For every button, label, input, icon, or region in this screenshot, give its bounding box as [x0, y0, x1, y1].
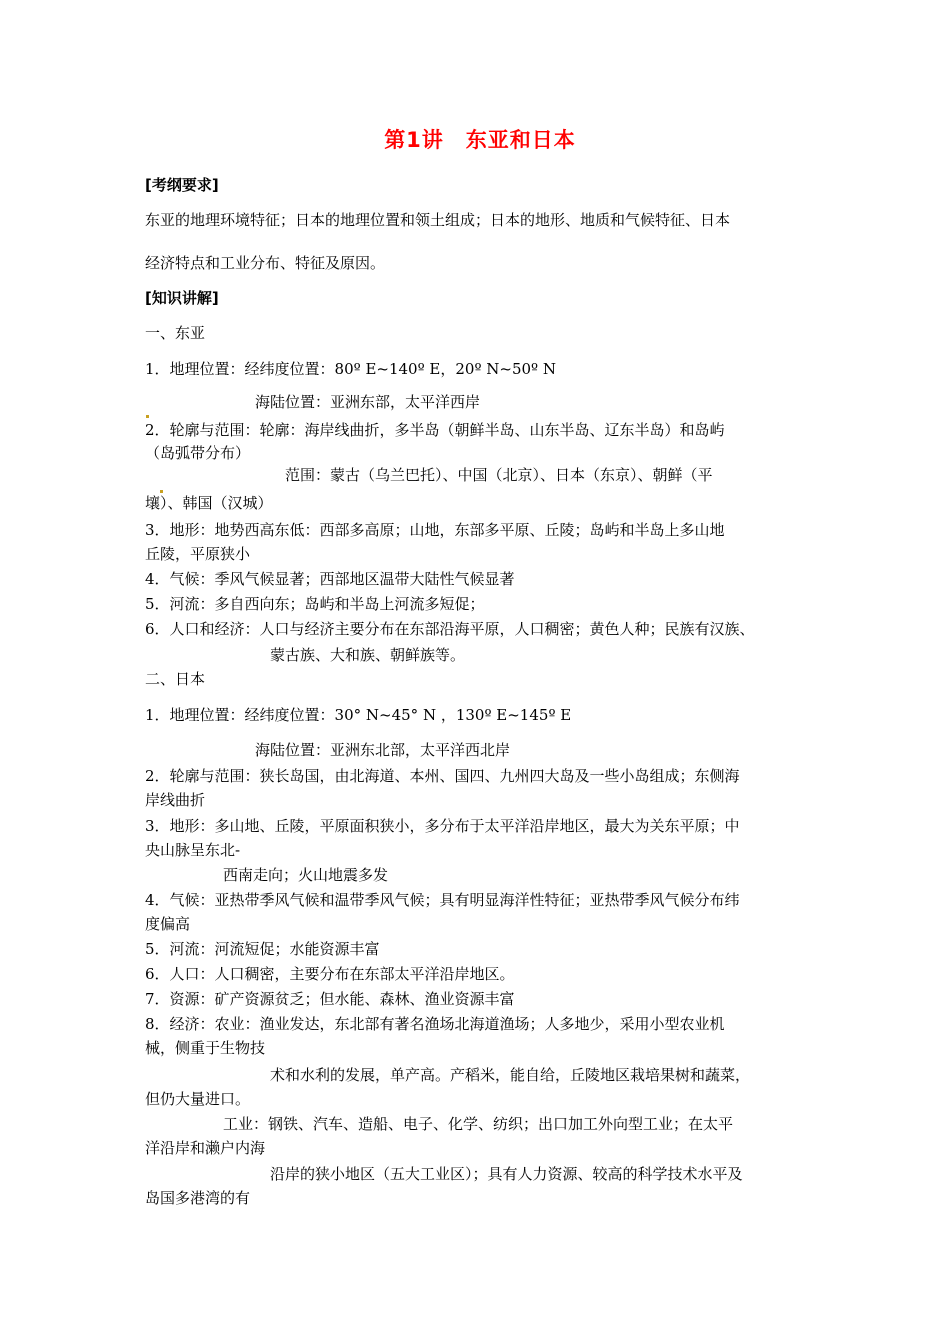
- japan-resources: 7．资源：矿产资源贫乏；但水能、森林、渔业资源丰富: [145, 990, 515, 1008]
- knowledge-heading: [知识讲解]: [145, 289, 219, 307]
- requirements-text-line1: 东亚的地理环境特征；日本的地理位置和领土组成；日本的地形、地质和气候特征、日本: [145, 211, 731, 229]
- japan-economy-line4: 但仍大量进口。: [145, 1090, 251, 1108]
- east-asia-outline-line1: 2．轮廓与范围：轮廓：海岸线曲折，多半岛（朝鲜半岛、山东半岛、辽东半岛）和岛屿: [145, 421, 725, 439]
- japan-terrain-line1: 3．地形：多山地、丘陵，平原面积狭小，多分布于太平洋沿岸地区，最大为关东平原；中: [145, 817, 740, 835]
- japan-economy-line3: 术和水利的发展，单产高。产稻米，能自给，丘陵地区栽培果树和蔬菜，: [270, 1066, 751, 1084]
- east-asia-range-line1: 范围：蒙古（乌兰巴托）、中国（北京）、日本（东京）、朝鲜（平: [285, 466, 713, 484]
- japan-climate-line2: 度偏高: [145, 915, 191, 933]
- japan-population: 6．人口：人口稠密，主要分布在东部太平洋沿岸地区。: [145, 965, 515, 983]
- japan-location-line1: 1．地理位置：经纬度位置：30° N~45° N ，130º E~145º E: [145, 706, 572, 724]
- japan-terrain-line2: 央山脉呈东北-: [145, 841, 241, 859]
- japan-industry-line1: 工业：钢铁、汽车、造船、电子、化学、纺织；出口加工外向型工业；在太平: [223, 1115, 734, 1133]
- east-asia-location-line1: 1．地理位置：经纬度位置：80º E~140º E，20º N~50º N: [145, 360, 557, 378]
- east-asia-climate: 4．气候：季风气候显著；西部地区温带大陆性气候显著: [145, 570, 515, 588]
- east-asia-range-line2: 壤）、韩国（汉城）: [145, 494, 273, 512]
- east-asia-terrain-line2: 丘陵，平原狭小: [145, 545, 251, 563]
- east-asia-population-line1: 6．人口和经济：人口与经济主要分布在东部沿海平原，人口稠密；黄色人种；民族有汉族、: [145, 620, 755, 638]
- japan-economy-line2: 械，侧重于生物技: [145, 1039, 266, 1057]
- japan-outline-line2: 岸线曲折: [145, 791, 206, 809]
- japan-terrain-line3: 西南走向；火山地震多发: [223, 866, 389, 884]
- japan-location-line2: 海陆位置：亚洲东北部，太平洋西北岸: [255, 741, 511, 759]
- page-title: 第1讲 东亚和日本: [384, 128, 576, 152]
- east-asia-heading: 一、东亚: [145, 324, 206, 342]
- japan-outline-line1: 2．轮廓与范围：狭长岛国，由北海道、本州、国四、九州四大岛及一些小岛组成；东侧海: [145, 767, 740, 785]
- japan-industry-line3: 沿岸的狭小地区（五大工业区）；具有人力资源、较高的科学技术水平及: [270, 1165, 743, 1183]
- requirements-text-line2: 经济特点和工业分布、特征及原因。: [145, 254, 386, 272]
- japan-industry-line2: 洋沿岸和濑户内海: [145, 1139, 266, 1157]
- japan-climate-line1: 4．气候：亚热带季风气候和温带季风气候；具有明显海洋性特征；亚热带季风气候分布纬: [145, 891, 740, 909]
- east-asia-terrain-line1: 3．地形：地势西高东低：西部多高原；山地，东部多平原、丘陵；岛屿和半岛上多山地: [145, 521, 725, 539]
- japan-rivers: 5．河流：河流短促；水能资源丰富: [145, 940, 380, 958]
- east-asia-population-line2: 蒙古族、大和族、朝鲜族等。: [270, 646, 466, 664]
- japan-heading: 二、日本: [145, 670, 206, 688]
- east-asia-rivers: 5．河流：多自西向东；岛屿和半岛上河流多短促；: [145, 595, 485, 613]
- east-asia-location-line2: 海陆位置：亚洲东部，太平洋西岸: [255, 393, 481, 411]
- east-asia-outline-line2: （岛弧带分布）: [145, 444, 251, 462]
- japan-economy-line1: 8．经济：农业：渔业发达，东北部有著名渔场北海道渔场；人多地少，采用小型农业机: [145, 1015, 725, 1033]
- requirements-heading: [考纲要求]: [145, 176, 219, 194]
- japan-industry-line4: 岛国多港湾的有: [145, 1189, 251, 1207]
